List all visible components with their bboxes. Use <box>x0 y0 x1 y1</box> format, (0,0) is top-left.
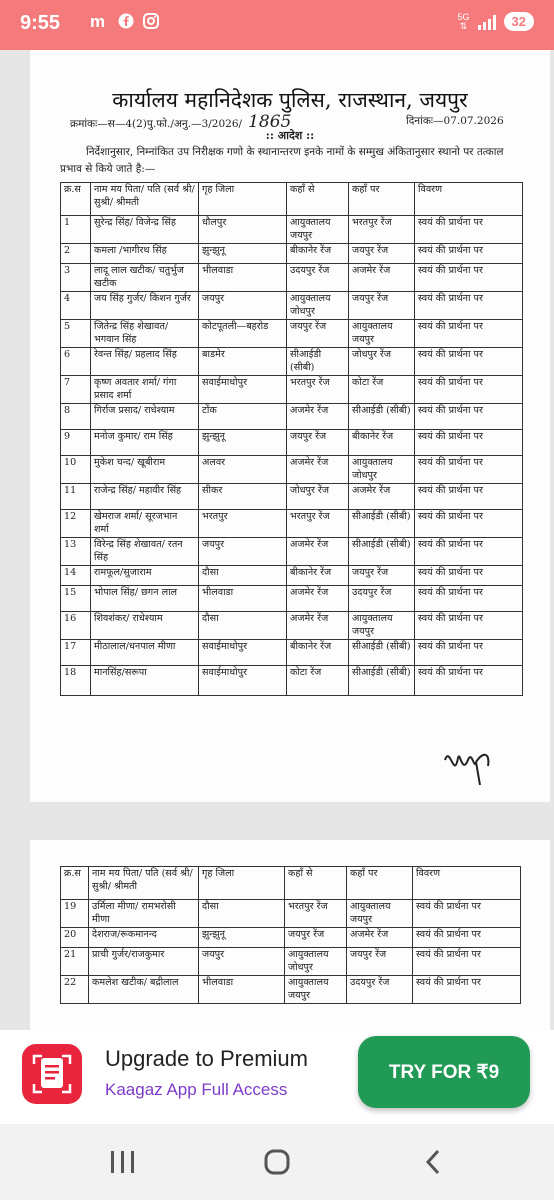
cell-home-district: दौसा <box>199 612 287 640</box>
cell-serial: 18 <box>61 666 91 696</box>
cell-home-district: भीलवाडा <box>199 586 287 612</box>
cell-name: खेमराज शर्मा/ सूरजभान शर्मा <box>91 510 199 538</box>
header-serial: क्र.स <box>61 867 89 900</box>
cell-to: भरतपुर रेंज <box>349 216 415 244</box>
cell-serial: 4 <box>61 292 91 320</box>
cell-home-district: झुन्झुनू <box>199 244 287 264</box>
cell-name: भोपाल सिंह/ छगन लाल <box>91 586 199 612</box>
cell-name: राजेन्द्र सिंह/ महावीर सिंह <box>91 484 199 510</box>
cell-from: भरतपुर रेंज <box>287 510 349 538</box>
status-time: 9:55 <box>20 12 61 34</box>
header-serial: क्र.स <box>61 183 91 216</box>
table-row <box>61 264 523 292</box>
cell-serial: 7 <box>61 376 91 404</box>
table-row <box>61 666 523 696</box>
cell-name: मानसिंह/सरूपा <box>91 666 199 696</box>
cell-from: बीकानेर रेंज <box>287 640 349 666</box>
header-details: विवरण <box>415 183 523 216</box>
table-row <box>61 640 523 666</box>
cell-name: गिर्राज प्रसाद/ राधेश्याम <box>91 404 199 430</box>
network-type: 5G <box>457 11 470 22</box>
table-row <box>61 456 523 484</box>
table-header-row <box>61 867 521 900</box>
transfer-table-continued <box>60 866 521 1004</box>
cell-name: कमलेश खटीक/ बद्रीलाल <box>89 976 199 1004</box>
cell-serial: 14 <box>61 566 91 586</box>
cell-home-district: धौलपुर <box>199 216 287 244</box>
cell-name: लादू लाल खटीक/ चतुर्भुज खटीक <box>91 264 199 292</box>
cell-to: बीकानेर रेंज <box>349 430 415 456</box>
cell-serial: 1 <box>61 216 91 244</box>
cell-details: स्वयं की प्रार्थना पर <box>415 586 523 612</box>
cell-from: अजमेर रेंज <box>287 538 349 566</box>
header-from: कहाँ से <box>285 867 347 900</box>
cell-name: सुरेन्द्र सिंह/ विजेन्द्र सिंह <box>91 216 199 244</box>
cell-from: आयुक्तालय जयपुर <box>287 216 349 244</box>
cell-home-district: झुन्झुनू <box>199 430 287 456</box>
cell-details: स्वयं की प्रार्थना पर <box>415 216 523 244</box>
header-name: नाम मय पिता/ पति (सर्व श्री/सुश्री/ श्रीमती <box>89 867 199 900</box>
cell-to: सीआईडी (सीबी) <box>349 666 415 696</box>
cell-to: सीआईडी (सीबी) <box>349 538 415 566</box>
cell-from: आयुक्तालय जोधपुर <box>285 948 347 976</box>
signal-icon <box>478 14 496 30</box>
cell-home-district: टोंक <box>199 404 287 430</box>
cell-serial: 2 <box>61 244 91 264</box>
cell-from: अजमेर रेंज <box>287 456 349 484</box>
table-row <box>61 900 521 928</box>
cell-from: उदयपुर रेंज <box>287 264 349 292</box>
document-page-1 <box>30 50 550 802</box>
header-home-district: गृह जिला <box>199 183 287 216</box>
cell-name: रामफूल/सुजाराम <box>91 566 199 586</box>
cell-details: स्वयं की प्रार्थना पर <box>415 292 523 320</box>
header-details: विवरण <box>413 867 521 900</box>
cell-details: स्वयं की प्रार्थना पर <box>415 640 523 666</box>
recents-icon <box>109 1149 137 1175</box>
cell-name: प्राची गुर्जर/राजकुमार <box>89 948 199 976</box>
cell-details: स्वयं की प्रार्थना पर <box>415 430 523 456</box>
cell-home-district: कोटपूतली—बहरोड <box>199 320 287 348</box>
cell-home-district: भरतपुर <box>199 510 287 538</box>
document-viewer[interactable] <box>0 50 554 1058</box>
cell-details: स्वयं की प्रार्थना पर <box>415 510 523 538</box>
cell-to: कोटा रेंज <box>349 376 415 404</box>
navigation-bar <box>0 1124 554 1200</box>
cell-name: जितेन्द्र सिंह शेखावत/ भगवान सिंह <box>91 320 199 348</box>
cell-home-district: सवाईमाधोपुर <box>199 376 287 404</box>
cell-to: आयुक्तालय जयपुर <box>347 900 413 928</box>
cell-details: स्वयं की प्रार्थना पर <box>415 484 523 510</box>
cell-home-district: अलवर <box>199 456 287 484</box>
table-row <box>61 376 523 404</box>
table-row <box>61 348 523 376</box>
cell-home-district: दौसा <box>199 900 285 928</box>
header-to: कहाँ पर <box>349 183 415 216</box>
table-row <box>61 566 523 586</box>
cell-home-district: जयपुर <box>199 948 285 976</box>
cell-to: जयपुर रेंज <box>349 566 415 586</box>
cell-details: स्वयं की प्रार्थना पर <box>415 348 523 376</box>
cell-name: मुकेश चन्द/ खूबीराम <box>91 456 199 484</box>
cell-from: भरतपुर रेंज <box>285 900 347 928</box>
cell-serial: 13 <box>61 538 91 566</box>
cell-details: स्वयं की प्रार्थना पर <box>415 264 523 292</box>
cell-home-district: सवाईमाधोपुर <box>199 666 287 696</box>
cell-from: जयपुर रेंज <box>287 320 349 348</box>
cell-serial: 10 <box>61 456 91 484</box>
cell-from: आयुक्तालय जयपुर <box>285 976 347 1004</box>
cell-to: अजमेर रेंज <box>347 928 413 948</box>
cell-to: आयुक्तालय जयपुर <box>349 612 415 640</box>
facebook-icon <box>118 13 134 29</box>
cell-serial: 8 <box>61 404 91 430</box>
table-header-row <box>61 183 523 216</box>
cell-to: जयपुर रेंज <box>349 244 415 264</box>
table-row <box>61 244 523 264</box>
cell-to: उदयपुर रेंज <box>347 976 413 1004</box>
cell-home-district: सवाईमाधोपुर <box>199 640 287 666</box>
order-heading: :: आदेश :: <box>265 129 315 142</box>
cell-from: बीकानेर रेंज <box>287 566 349 586</box>
cell-to: उदयपुर रेंज <box>349 586 415 612</box>
recents-button[interactable] <box>93 1142 153 1182</box>
table-row <box>61 430 523 456</box>
cell-serial: 3 <box>61 264 91 292</box>
document-date: दिनांकः—07.07.2026 <box>406 115 504 127</box>
cell-from: सीआईडी (सीबी) <box>287 348 349 376</box>
table-row <box>61 538 523 566</box>
status-bar <box>0 0 554 50</box>
cell-name: शिवशंकर/ राधेश्याम <box>91 612 199 640</box>
battery-badge: 32 <box>504 12 534 31</box>
cell-to: सीआईडी (सीबी) <box>349 404 415 430</box>
cell-to: अजमेर रेंज <box>349 264 415 292</box>
cell-to: आयुक्तालय जोधपुर <box>349 456 415 484</box>
cell-details: स्वयं की प्रार्थना पर <box>413 900 521 928</box>
home-button[interactable] <box>247 1142 307 1182</box>
cell-serial: 15 <box>61 586 91 612</box>
handwritten-number: 1865 <box>248 112 292 132</box>
document-page-2 <box>30 840 550 1058</box>
cell-from: अजमेर रेंज <box>287 586 349 612</box>
cell-serial: 21 <box>61 948 89 976</box>
cell-from: बीकानेर रेंज <box>287 244 349 264</box>
cell-details: स्वयं की प्रार्थना पर <box>415 244 523 264</box>
table-row <box>61 320 523 348</box>
cell-from: जयपुर रेंज <box>285 928 347 948</box>
cell-details: स्वयं की प्रार्थना पर <box>415 456 523 484</box>
cell-to: सीआईडी (सीबी) <box>349 640 415 666</box>
cell-to: आयुक्तालय जयपुर <box>349 320 415 348</box>
table-row <box>61 216 523 244</box>
header-from: कहाँ से <box>287 183 349 216</box>
cell-name: मनोज कुमार/ राम सिंह <box>91 430 199 456</box>
cell-home-district: झुन्झुनू <box>199 928 285 948</box>
transfer-table <box>60 182 523 696</box>
table-row <box>61 948 521 976</box>
cell-serial: 6 <box>61 348 91 376</box>
cell-details: स्वयं की प्रार्थना पर <box>415 612 523 640</box>
cell-from: भरतपुर रेंज <box>287 376 349 404</box>
cell-serial: 20 <box>61 928 89 948</box>
cell-details: स्वयं की प्रार्थना पर <box>415 538 523 566</box>
table-row <box>61 928 521 948</box>
cell-home-district: जयपुर <box>199 538 287 566</box>
cell-home-district: बाडमेर <box>199 348 287 376</box>
cell-details: स्वयं की प्रार्थना पर <box>415 404 523 430</box>
cell-from: जोधपुर रेंज <box>287 484 349 510</box>
cell-details: स्वयं की प्रार्थना पर <box>413 976 521 1004</box>
status-right <box>458 12 534 31</box>
cell-details: स्वयं की प्रार्थना पर <box>415 376 523 404</box>
cell-home-district: भीलवाडा <box>199 976 285 1004</box>
cell-home-district: जयपुर <box>199 292 287 320</box>
network-indicator: 5G ⇅ <box>457 11 470 31</box>
cell-serial: 22 <box>61 976 89 1004</box>
document-title: कार्यालय महानिदेशक पुलिस, राजस्थान, जयपुर <box>112 88 468 112</box>
cell-to: जयपुर रेंज <box>347 948 413 976</box>
cell-home-district: भीलवाडा <box>199 264 287 292</box>
cell-from: जयपुर रेंज <box>287 430 349 456</box>
cell-to: जोधपुर रेंज <box>349 348 415 376</box>
cell-name: मीठालाल/धनपाल मीणा <box>91 640 199 666</box>
table-row <box>61 292 523 320</box>
cell-serial: 17 <box>61 640 91 666</box>
table-row <box>61 612 523 640</box>
cell-from: आयुक्तालय जोधपुर <box>287 292 349 320</box>
table-row <box>61 586 523 612</box>
cell-serial: 16 <box>61 612 91 640</box>
table-row <box>61 484 523 510</box>
back-icon <box>423 1148 443 1176</box>
intro-paragraph: निर्देशानुसार, निम्नांकित उप निरीक्षक गणो के स्थानान्तरण इनके नामों के सम्मुख अंकितानुसार स्थानो पर तत्काल प्रभाव से किये जाते है:— <box>60 146 504 175</box>
notification-icons: m <box>90 12 159 32</box>
header-home-district: गृह जिला <box>199 867 285 900</box>
premium-ad-banner[interactable] <box>0 1030 554 1124</box>
cell-name: उर्मिला मीणा/ रामभरोसी मीणा <box>89 900 199 928</box>
cell-serial: 9 <box>61 430 91 456</box>
cell-details: स्वयं की प्रार्थना पर <box>415 320 523 348</box>
header-name: नाम मय पिता/ पति (सर्व श्री/सुश्री/ श्रीमती <box>91 183 199 216</box>
cell-from: कोटा रेंज <box>287 666 349 696</box>
cell-serial: 11 <box>61 484 91 510</box>
table-body-continued <box>61 900 521 1004</box>
cell-name: रेवन्त सिंह/ प्रहलाद सिंह <box>91 348 199 376</box>
try-premium-button[interactable]: TRY FOR ₹9 <box>358 1036 530 1108</box>
cell-to: जयपुर रेंज <box>349 292 415 320</box>
signature-icon <box>440 740 500 790</box>
ad-subtitle: Kaagaz App Full Access <box>105 1080 288 1099</box>
back-button[interactable] <box>403 1142 463 1182</box>
cell-to: सीआईडी (सीबी) <box>349 510 415 538</box>
instagram-icon <box>143 13 159 29</box>
table-row <box>61 510 523 538</box>
cell-name: विरेन्द्र सिंह शेखावत/ रतन सिंह <box>91 538 199 566</box>
cell-details: स्वयं की प्रार्थना पर <box>413 948 521 976</box>
cell-name: देशराज/रूकमानन्द <box>89 928 199 948</box>
app-logo-icon <box>22 1044 82 1104</box>
table-row <box>61 976 521 1004</box>
cell-serial: 5 <box>61 320 91 348</box>
cell-details: स्वयं की प्रार्थना पर <box>415 666 523 696</box>
cell-details: स्वयं की प्रार्थना पर <box>413 928 521 948</box>
cell-from: अजमेर रेंज <box>287 404 349 430</box>
cell-home-district: दौसा <box>199 566 287 586</box>
home-icon <box>263 1148 291 1176</box>
cell-name: जय सिंह गुर्जर/ किशन गुर्जर <box>91 292 199 320</box>
cell-name: कमला /भागीरथ सिंह <box>91 244 199 264</box>
table-body <box>61 216 523 696</box>
cell-serial: 12 <box>61 510 91 538</box>
table-row <box>61 404 523 430</box>
reference-text: क्रमांकः—स—4(2)पु.फो./अनु.—3/2026/ <box>70 118 243 130</box>
cell-to: अजमेर रेंज <box>349 484 415 510</box>
cell-name: कृष्ण अवतार शर्मा/ गंगा प्रसाद शर्मा <box>91 376 199 404</box>
header-to: कहाँ पर <box>347 867 413 900</box>
cell-home-district: सीकर <box>199 484 287 510</box>
cell-from: अजमेर रेंज <box>287 612 349 640</box>
cell-details: स्वयं की प्रार्थना पर <box>415 566 523 586</box>
cell-serial: 19 <box>61 900 89 928</box>
ad-title: Upgrade to Premium <box>105 1046 308 1071</box>
